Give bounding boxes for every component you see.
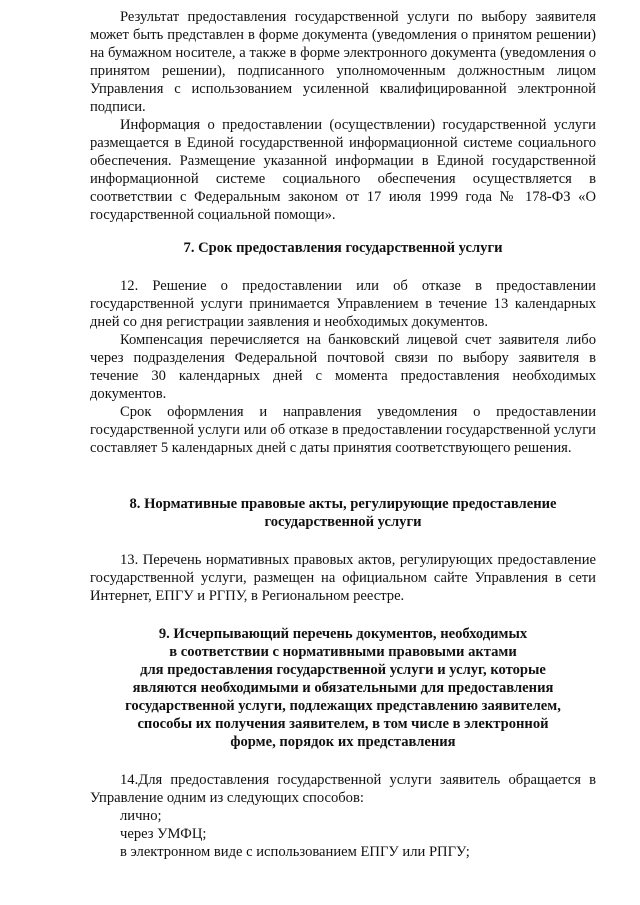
section-7-heading: 7. Срок предоставления государственной услуги [183,240,503,256]
section-9-heading-line-3: для предоставления государственной услуги и услуг, которые [140,662,546,678]
section-9-heading-line-7: форме, порядок их представления [230,734,456,750]
method-list-item-umfc: через УМФЦ; [120,826,207,842]
intro-paragraph-1: Результат предоставления государственной услуги по выбору заявителя может быть представлен в форме документа (уведомления о принятом решении) на бумажном носителе, а также в форме электронного документа (уведомления о принятом решении), подписанного уполномоченным должностным лицом Управления с использованием усиленной квалифицированной электронной подписи. [90,9,596,115]
intro-paragraph-2: Информация о предоставлении (осуществлении) государственной услуги размещается в Единой государственной информационной системе социального обеспечения. Размещение указанной информации в Единой государственной информационной системе социального обеспечения осуществляется в соответствии с Федеральным законом от 17 июля 1999 года № 178-ФЗ «О государственной социальной помощи». [90,117,596,223]
section-8-heading-line-1: 8. Нормативные правовые акты, регулирующие предоставление [129,496,557,512]
section-7-paragraph-1: 12. Решение о предоставлении или об отказе в предоставлении государственной услуги принимается Управлением в течение 13 календарных дней со дня регистрации заявления и необходимых документов. [90,278,596,330]
section-9-paragraph-1: 14.Для предоставления государственной услуги заявитель обращается в Управление одним из следующих способов: [90,772,596,806]
section-9-heading [90,625,596,751]
section-9-heading-line-4: являются необходимыми и обязательными для предоставления [132,680,554,696]
section-9-heading-line-5: государственной услуги, подлежащих представлению заявителем, [125,698,561,714]
section-8-paragraph-1: 13. Перечень нормативных правовых актов, регулирующих предоставление государственной услуги, размещен на официальном сайте Управления в сети Интернет, ЕПГУ и РГПУ, в Региональном реестре. [90,552,596,604]
section-7-paragraph-2: Компенсация перечисляется на банковский лицевой счет заявителя либо через подразделения Федеральной почтовой связи по выбору заявителя в течение 30 календарных дней с момента предоставления необходимых документов. [90,332,596,402]
section-8-heading [90,495,596,531]
section-9-heading-line-1: 9. Исчерпывающий перечень документов, необходимых [158,626,528,642]
section-8-heading-line-2: государственной услуги [264,514,422,530]
section-7-paragraph-3: Срок оформления и направления уведомления о предоставлении государственной услуги или об отказе в предоставлении государственной услуги составляет 5 календарных дней с даты принятия соответствующего решения. [90,404,596,456]
section-9-heading-line-6: способы их получения заявителем, в том числе в электронной [137,716,549,732]
method-list-item-electronic: в электронном виде с использованием ЕПГУ или РПГУ; [120,844,470,860]
section-9-heading-line-2: в соответствии с нормативными правовыми актами [169,644,517,660]
method-list-item-in-person: лично; [120,808,162,824]
